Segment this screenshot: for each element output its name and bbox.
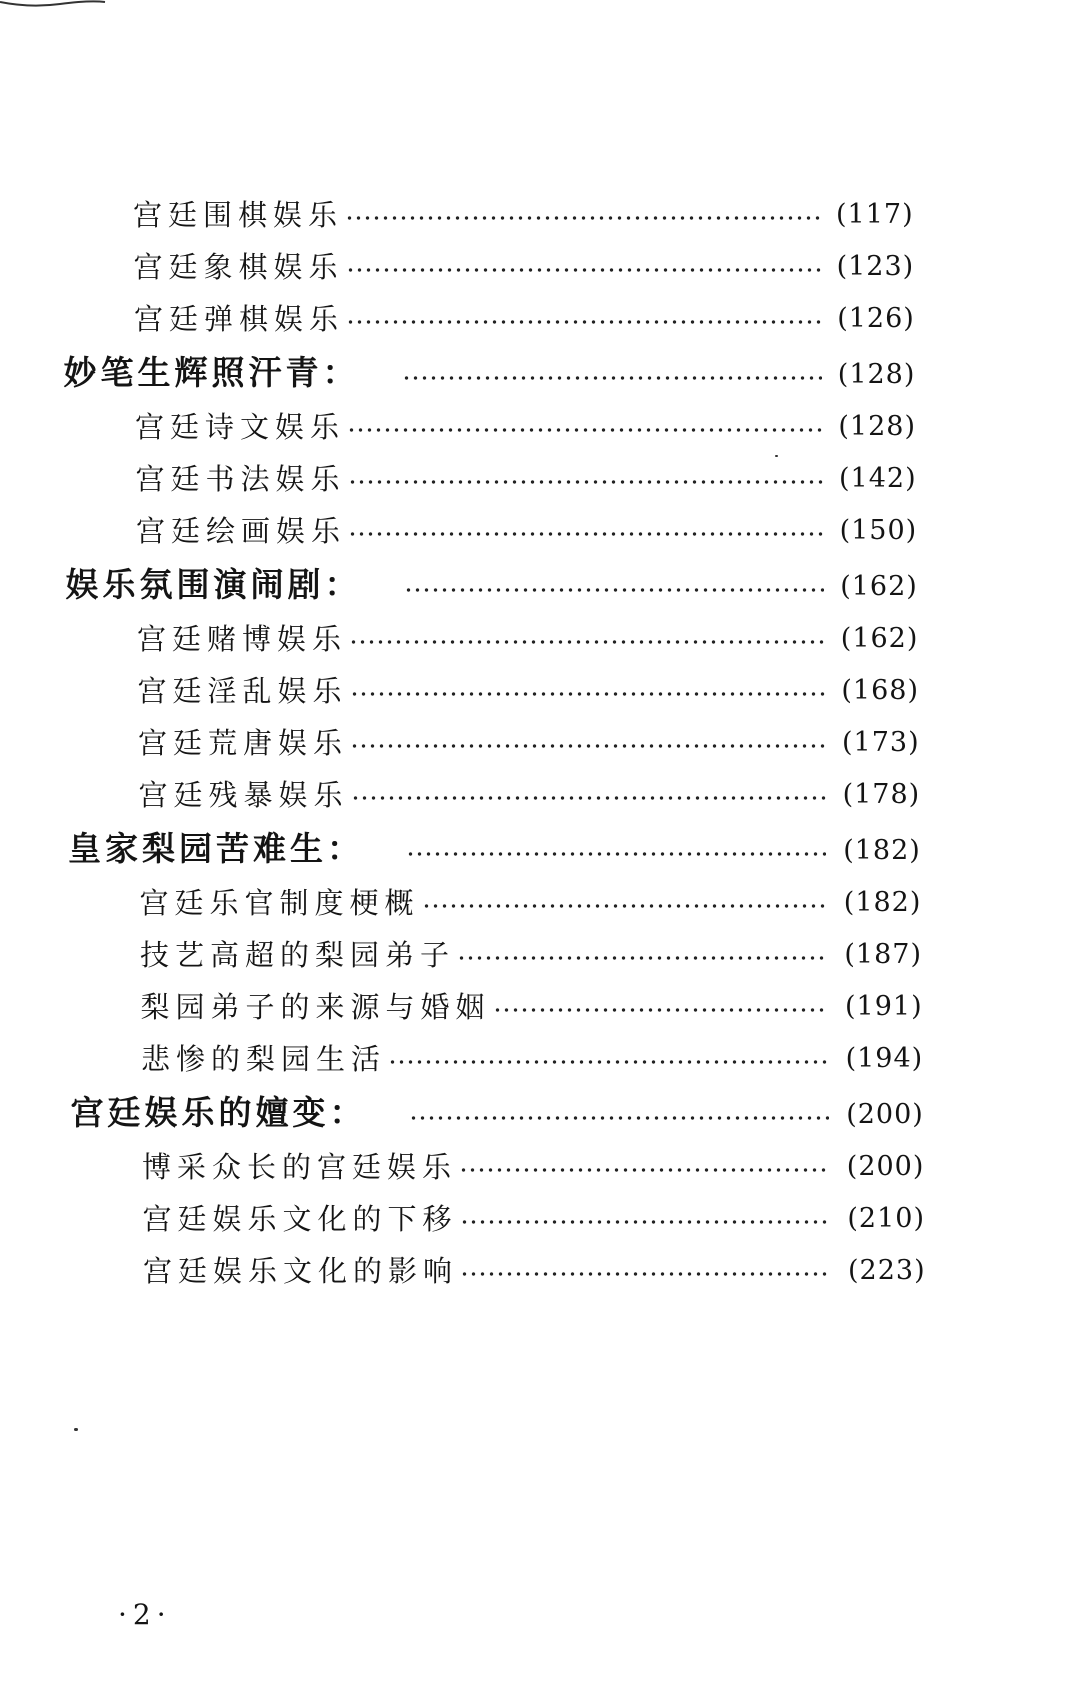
toc-section-entry: [0, 299, 1080, 353]
dot-leader: [460, 1219, 830, 1225]
toc-entry-title: 宫廷象棋娱乐: [133, 250, 344, 284]
dot-leader: [349, 639, 824, 645]
toc-page-number: (123): [836, 251, 915, 282]
toc-section-entry: [0, 883, 1080, 937]
toc-section-entry: [0, 407, 1080, 461]
toc-page-number: (142): [839, 463, 917, 494]
toc-section-entry: [0, 247, 1080, 301]
dot-leader: [404, 587, 824, 593]
toc-entry-title: 宫廷绘画娱乐: [136, 514, 347, 548]
toc-page-number: (162): [840, 623, 919, 654]
toc-page-number: (200): [846, 1099, 924, 1130]
toc-chapter-entry: [0, 831, 1080, 885]
toc-section-entry: [0, 1039, 1080, 1093]
toc-section-entry: [0, 195, 1080, 249]
dot-leader: [409, 1115, 829, 1121]
toc-section-entry: [0, 671, 1080, 725]
toc-page-number: (168): [841, 675, 919, 706]
toc-chapter-entry: [0, 567, 1080, 621]
toc-entry-title: 宫廷残暴娱乐: [138, 778, 349, 812]
toc-entry-title: 宫廷淫乱娱乐: [137, 674, 348, 708]
toc-entry-title: 宫廷围棋娱乐: [133, 198, 344, 232]
toc-entry-title: 宫廷娱乐的嬗变：: [70, 1093, 367, 1132]
dot-leader: [348, 531, 823, 537]
dot-leader: [493, 1007, 828, 1013]
toc-page-number: (128): [837, 359, 916, 390]
toc-entry-title: 宫廷诗文娱乐: [135, 410, 346, 444]
dot-leader: [350, 691, 825, 697]
page-folio: ·2·: [118, 1598, 172, 1631]
toc-section-entry: [0, 1251, 1080, 1305]
toc-section-entry: [0, 987, 1080, 1041]
toc-page-number: (128): [838, 411, 916, 442]
toc-section-entry: [0, 619, 1080, 673]
toc-chapter-entry: [0, 1095, 1080, 1149]
toc-entry-title: 梨园弟子的来源与婚姻: [140, 990, 491, 1024]
toc-page-number: (194): [845, 1043, 924, 1074]
toc-section-entry: [0, 459, 1080, 513]
toc-entry-title: 宫廷乐官制度梗概: [139, 886, 420, 920]
toc-page-number: (223): [848, 1255, 926, 1286]
toc-entry-title: 悲惨的梨园生活: [141, 1042, 387, 1076]
scan-speck: [775, 455, 778, 457]
toc-page-number: (150): [839, 515, 918, 546]
dot-leader: [402, 375, 822, 381]
toc-section-entry: [0, 511, 1080, 565]
toc-section-entry: [0, 775, 1080, 829]
toc-entry-title: 宫廷赌博娱乐: [137, 622, 348, 656]
dot-leader: [460, 1271, 830, 1277]
toc-entry-title: 宫廷荒唐娱乐: [138, 726, 349, 760]
toc-page-number: (126): [837, 303, 915, 334]
toc-entry-title: 宫廷弹棋娱乐: [134, 302, 345, 336]
dot-leader: [422, 903, 827, 909]
toc-page-number: (162): [840, 571, 918, 602]
toc-page-number: (187): [844, 939, 922, 970]
dot-leader: [350, 743, 825, 749]
toc-page-number: (210): [847, 1203, 925, 1234]
toc-entry-title: 宫廷娱乐文化的下移: [142, 1202, 458, 1236]
dot-leader: [388, 1059, 828, 1065]
dot-leader: [346, 319, 821, 325]
toc-section-entry: [0, 723, 1080, 777]
toc-page-number: (182): [843, 835, 921, 866]
scan-speck: [74, 1428, 78, 1431]
dot-leader: [345, 215, 820, 221]
toc-entry-title: 技艺高超的梨园弟子: [140, 938, 456, 972]
toc-page-number: (173): [842, 727, 920, 758]
toc-chapter-entry: [0, 355, 1080, 409]
dot-leader: [459, 1167, 829, 1173]
dot-leader: [346, 267, 821, 273]
toc-page-number: (200): [846, 1151, 925, 1182]
toc-entry-title: 宫廷娱乐文化的影响: [143, 1254, 459, 1288]
toc-page-number: (191): [845, 991, 923, 1022]
dot-leader: [347, 427, 822, 433]
toc-section-entry: [0, 1199, 1080, 1253]
toc-section-entry: [0, 1147, 1080, 1201]
toc-page-number: (117): [836, 199, 914, 230]
toc-page-number: (182): [843, 887, 922, 918]
toc-entry-title: 皇家梨园苦难生：: [68, 829, 364, 868]
dot-leader: [348, 479, 823, 485]
dot-leader: [457, 955, 827, 961]
toc-entry-title: 宫廷书法娱乐: [135, 462, 346, 496]
dot-leader: [406, 851, 826, 857]
dot-leader: [351, 795, 826, 801]
toc-entry-title: 博采众长的宫廷娱乐: [142, 1150, 458, 1184]
scan-corner-mark: [0, 0, 110, 10]
toc-page-number: (178): [842, 779, 921, 810]
toc-entry-title: 娱乐氛围演闹剧：: [65, 565, 362, 604]
toc-section-entry: [0, 935, 1080, 989]
toc-entry-title: 妙笔生辉照汗青：: [63, 353, 360, 392]
